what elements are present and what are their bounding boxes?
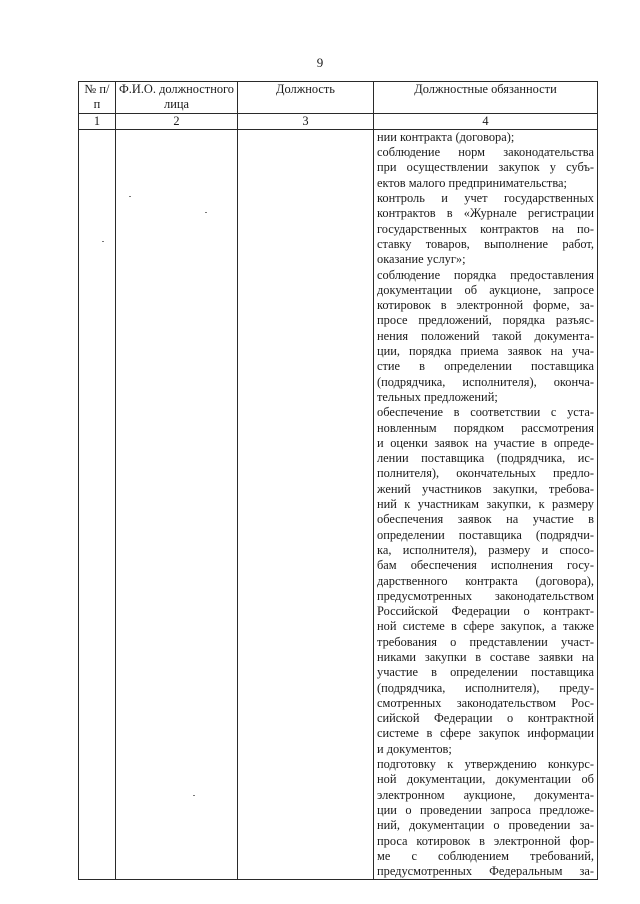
duty-line: обеспечение в соответствии с уста-	[377, 405, 594, 420]
duty-line: никами закупки в составе заявки на	[377, 649, 594, 664]
duty-line: контроль и учет государственных	[377, 191, 594, 206]
duty-line: подготовку к утверждению конкурс-	[377, 757, 594, 772]
duty-line: тельных предложений;	[377, 389, 498, 404]
scan-speck	[193, 795, 195, 796]
duty-line: смотренных законодательством Рос-	[377, 695, 594, 710]
duty-line: ме с соблюдением требований,	[377, 848, 594, 863]
duty-line: обеспечения заявок на участие в	[377, 512, 594, 527]
duty-line: государственных контрактов на по-	[377, 221, 594, 236]
duty-line: нения положений такой документа-	[377, 328, 594, 343]
duty-line: лении поставщика (подрядчика, ис-	[377, 451, 594, 466]
duty-line: жений участников закупки, требова-	[377, 481, 594, 496]
duty-line: ний, документации о проведении за-	[377, 818, 594, 833]
header-duties: Должностные обязанности	[374, 82, 598, 114]
duty-line: участие в определении поставщика	[377, 665, 594, 680]
duty-line: сийской Федерации о контрактной	[377, 711, 594, 726]
page-number: 9	[316, 55, 324, 70]
duties-table	[78, 81, 598, 880]
duty-line: стие в определении поставщика	[377, 359, 594, 374]
duty-line: электронном аукционе, документа-	[377, 787, 594, 802]
duty-line: требования о представлении участ-	[377, 634, 594, 649]
scan-speck	[129, 196, 131, 197]
column-number: 1	[79, 113, 116, 129]
position-cell	[238, 129, 374, 880]
duties-cell	[374, 129, 598, 880]
duty-line: и оценки заявок на участие в опреде-	[377, 435, 594, 450]
header-fio: Ф.И.О. должностного лица	[116, 82, 238, 114]
duty-line: документации об аукционе, запросе	[377, 282, 594, 297]
duty-line: ции о проведении запроса предложе-	[377, 802, 594, 817]
header-position: Должность	[238, 82, 374, 114]
scan-speck	[205, 212, 207, 213]
duty-line: и документов;	[377, 741, 452, 756]
duty-line: соблюдение порядка предоставления	[377, 267, 594, 282]
column-number: 4	[374, 113, 598, 129]
duty-line: при осуществлении закупок у субъ-	[377, 160, 594, 175]
scan-speck	[102, 241, 104, 242]
duty-line: системе в сфере закупок информации	[377, 726, 594, 741]
duty-line: новленным порядком рассмотрения	[377, 420, 594, 435]
duty-line: предусмотренных законодательством	[377, 588, 594, 603]
duty-line: проса котировок в электронной фор-	[377, 833, 594, 848]
column-number-row	[79, 113, 598, 129]
column-number: 2	[116, 113, 238, 129]
column-number: 3	[238, 113, 374, 129]
duty-line: (подрядчика, исполнителя), преду-	[377, 680, 594, 695]
duty-line: полнителя), окончательных предло-	[377, 466, 594, 481]
duty-line: предусмотренных Федеральным за-	[377, 864, 594, 879]
duty-line: бам обеспечения исполнения госу-	[377, 558, 594, 573]
duty-line: определении поставщика (подрядчи-	[377, 527, 594, 542]
duty-line: ной системе в сфере закупок, а также	[377, 619, 594, 634]
duty-line: соблюдение норм законодательства	[377, 145, 594, 160]
duty-line: ной документации, документации об	[377, 772, 594, 787]
duty-line: котировок в электронной форме, за-	[377, 298, 594, 313]
table-row	[79, 129, 598, 880]
duty-line: просе предложений, порядка разъяс-	[377, 313, 594, 328]
number-cell	[79, 129, 116, 880]
duty-line: ставку товаров, выполнение работ,	[377, 236, 594, 251]
duty-line: ции, порядка приема заявок на уча-	[377, 344, 594, 359]
fio-cell	[116, 129, 238, 880]
duty-line: оказание услуг»;	[377, 252, 466, 267]
table-header-row	[79, 82, 598, 114]
duty-line: ектов малого предпринимательства;	[377, 175, 567, 190]
duty-line: ний к участникам закупки, к размеру	[377, 497, 594, 512]
header-number: № п/п	[79, 82, 116, 114]
duty-line: Российской Федерации о контракт-	[377, 604, 594, 619]
duty-line: нии контракта (договора);	[377, 129, 515, 144]
duty-line: контрактов в «Журнале регистрации	[377, 206, 594, 221]
duty-line: дарственного контракта (договора),	[377, 573, 594, 588]
duty-line: (подрядчика, исполнителя), оконча-	[377, 374, 594, 389]
duty-line: ка, исполнителя), размеру и спосо-	[377, 542, 594, 557]
